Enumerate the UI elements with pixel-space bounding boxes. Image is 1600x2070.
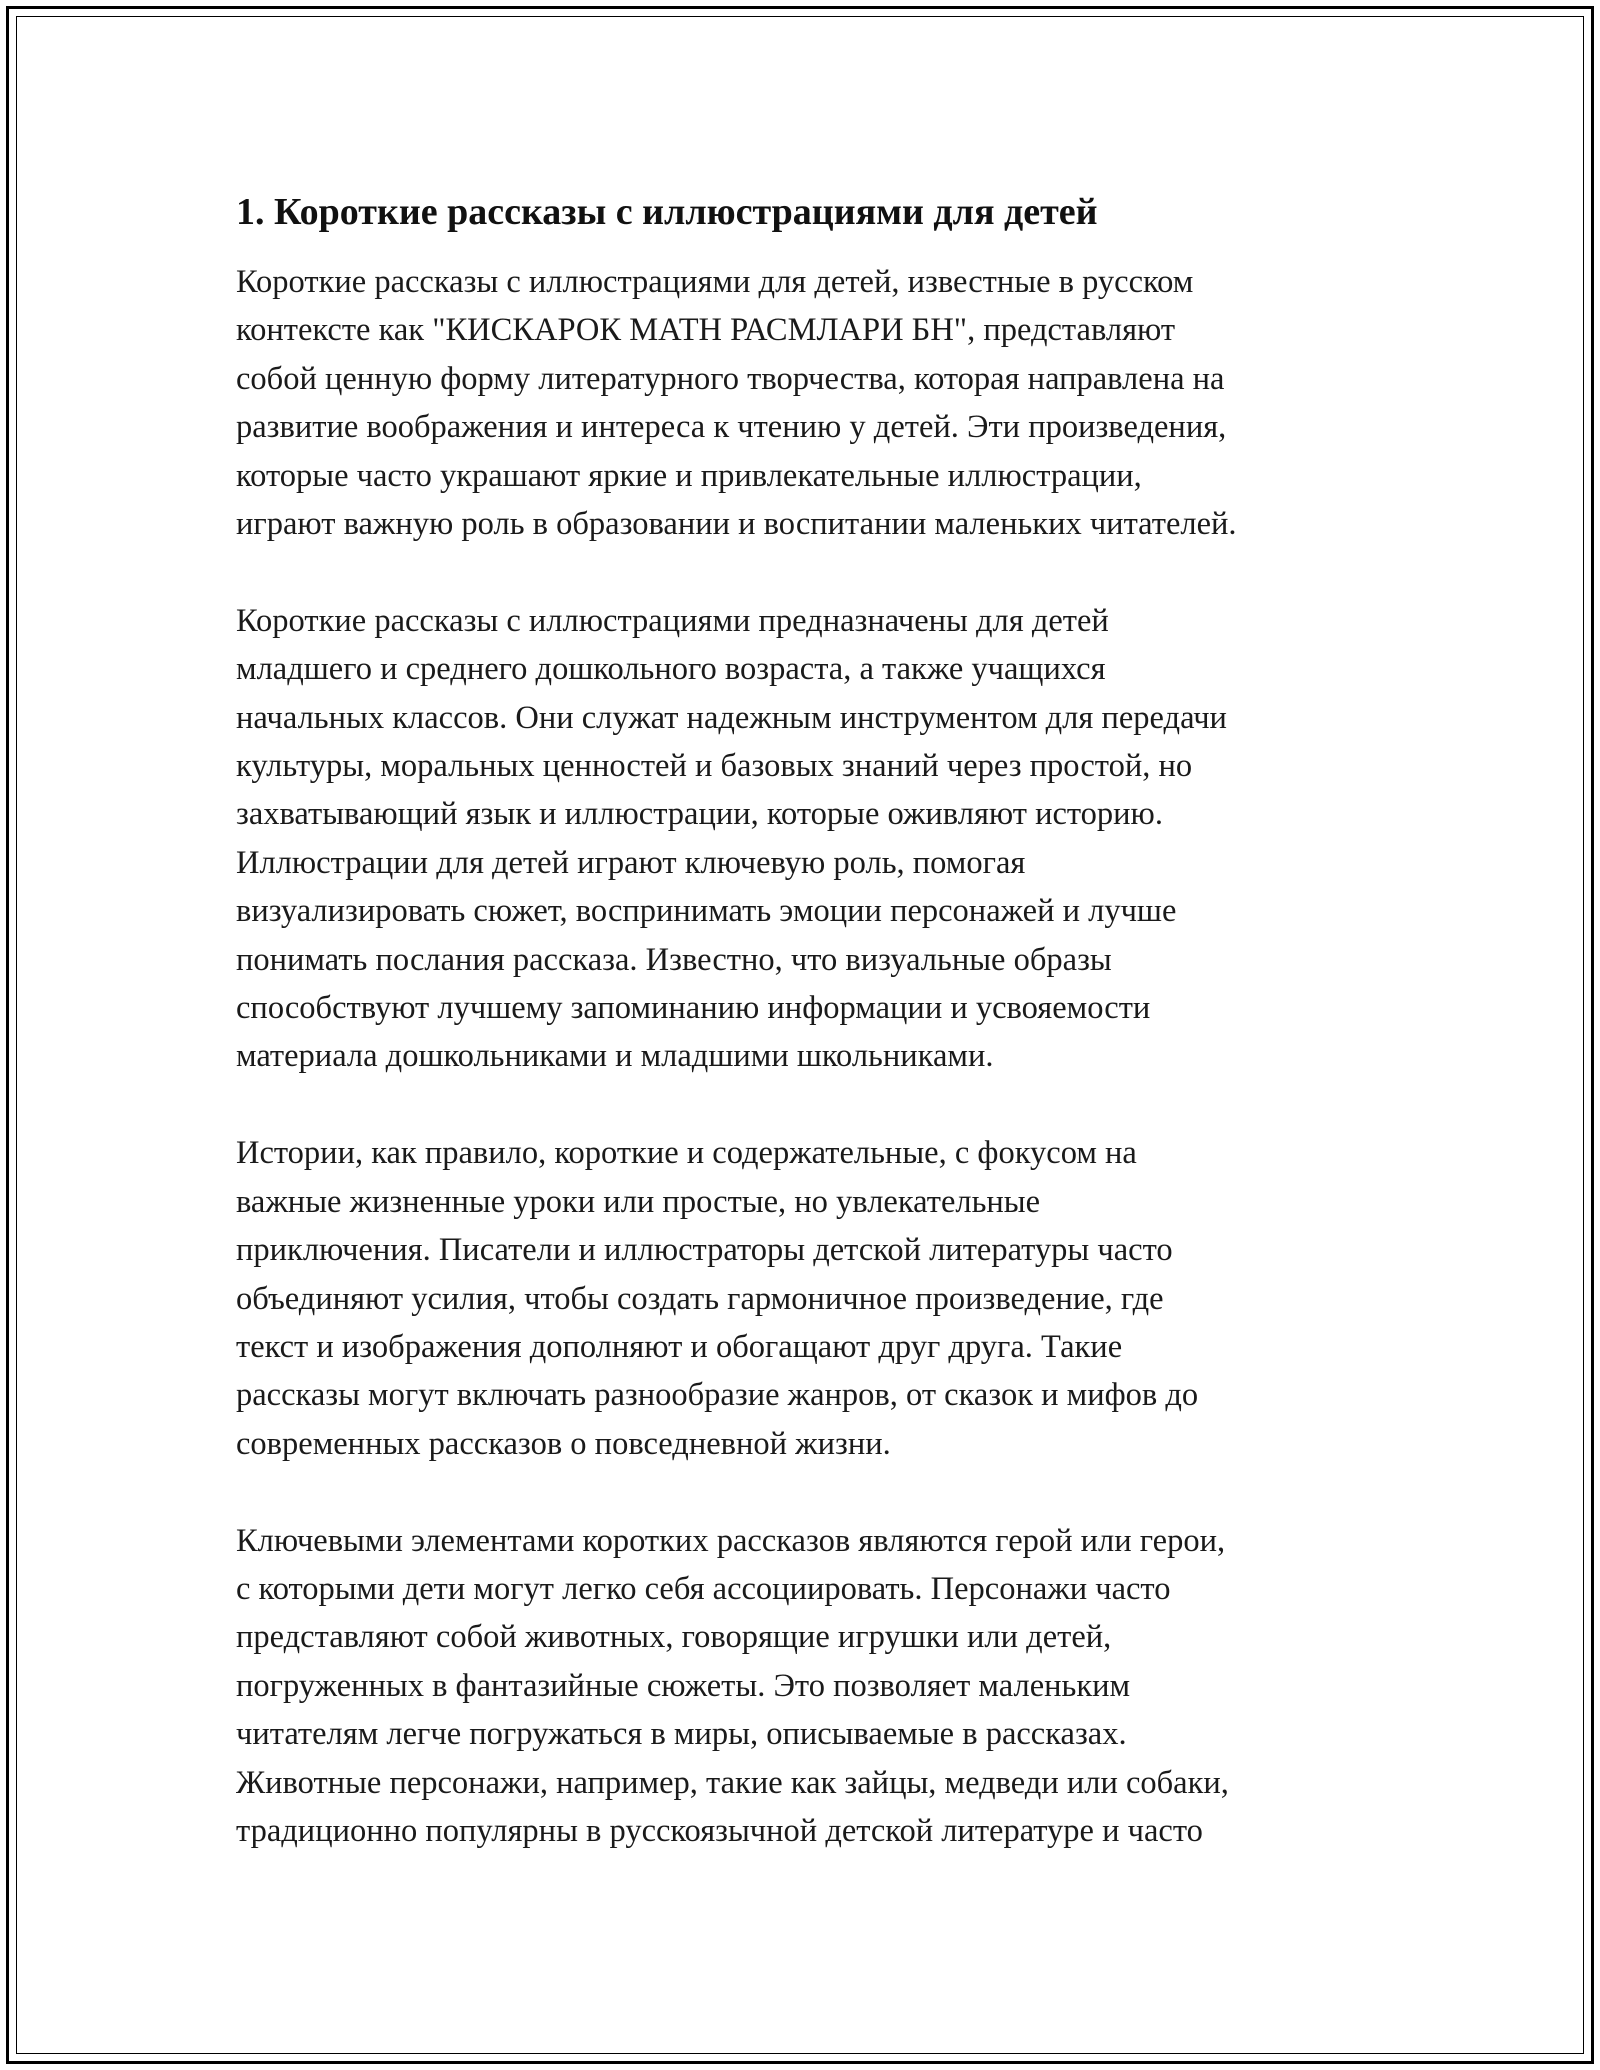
paragraph-1: Короткие рассказы с иллюстрациями для детей, известные в русском контексте как "КИСКАРОК МАТН РАСМЛАРИ БН", представляют собой ценную форму литературного творчества, которая направлена на развитие воображения и интереса к чтению у детей. Эти произведения, которые часто украшают яркие и привлекательные иллюстрации, играют важную роль в образовании и воспитании маленьких читателей. <box>236 264 1237 543</box>
paragraph-3: Истории, как правило, короткие и содержательные, с фокусом на важные жизненные уроки или простые, но увлекательные приключения. Писатели и иллюстраторы детской литературы часто объединяют усилия, чтобы создать гармоничное произведение, где текст и изображения дополняют и обогащают друг друга. Такие рассказы могут включать разнообразие жанров, от сказок и мифов до современных рассказов о повседневной жизни. <box>236 1135 1199 1462</box>
paragraph-2: Короткие рассказы с иллюстрациями предназначены для детей младшего и среднего дошкольного возраста, а также учащихся начальных классов. Они служат надежным инструментом для передачи культуры, моральных ценностей и базовых знаний через простой, но захватывающий язык и иллюстрации, которые оживляют историю. Иллюстрации для детей играют ключевую роль, помогая визуализировать сюжет, воспринимать эмоции персонажей и лучше понимать послания рассказа. Известно, что визуальные образы способствуют лучшему запоминанию информации и усвояемости материала дошкольниками и младшими школьниками. <box>236 602 1227 1075</box>
document-body <box>236 186 1396 1855</box>
paragraph-4: Ключевыми элементами коротких рассказов являются герой или герои, с которыми дети могут легко себя ассоциировать. Персонажи часто представляют собой животных, говорящие игрушки или детей, погруженных в фантазийные сюжеты. Это позволяет маленьким читателям легче погружаться в миры, описываемые в рассказах. Животные персонажи, например, такие как зайцы, медведи или собаки, традиционно популярны в русскоязычной детской литературе и часто <box>236 1522 1229 1849</box>
section-heading: 1. Короткие рассказы с иллюстрациями для детей <box>236 191 1098 233</box>
